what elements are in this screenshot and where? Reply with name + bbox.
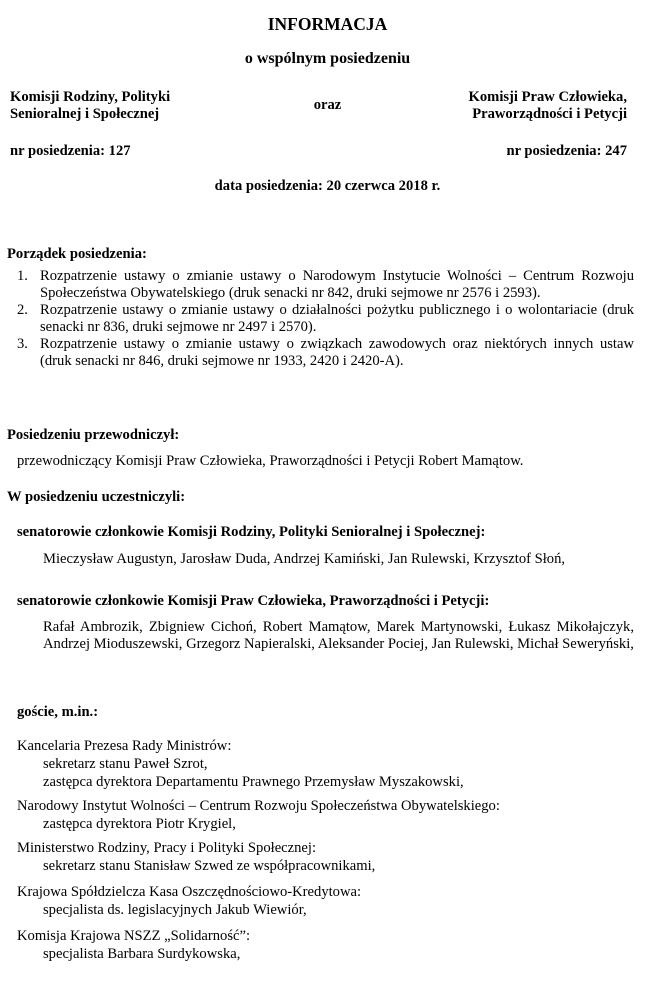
guest-person: sekretarz stanu Stanisław Szwed ze współpracownikami, xyxy=(43,858,376,874)
guest-person: specjalista ds. legislacyjnych Jakub Wiewiór, xyxy=(43,902,307,918)
agenda-item xyxy=(17,336,634,370)
document-title: INFORMACJA xyxy=(267,14,388,34)
guests-heading: goście, m.in.: xyxy=(17,704,99,720)
guest-org: Ministerstwo Rodziny, Pracy i Polityki Społecznej: xyxy=(17,840,317,856)
guest-person: zastępca dyrektora Departamentu Prawnego Przemysław Myszakowski, xyxy=(43,774,464,790)
agenda-item xyxy=(17,268,634,302)
guest-person: specjalista Barbara Surdykowska, xyxy=(43,946,241,962)
guest-org: Komisja Krajowa NSZZ „Solidarność”: xyxy=(17,928,251,944)
agenda-item-number: 3. xyxy=(17,336,28,352)
agenda-item-number: 2. xyxy=(17,302,28,318)
guest-org: Kancelaria Prezesa Rady Ministrów: xyxy=(17,738,232,754)
chair-text: przewodniczący Komisji Praw Człowieka, Praworządności i Petycji Robert Mamątow. xyxy=(17,453,524,469)
agenda-item-text: Rozpatrzenie ustawy o zmianie ustawy o działalności pożytku publicznego i o wolontariacie (druk senacki nr 836, druki sejmowe nr 2497 i 2570). xyxy=(40,302,634,335)
meeting-date: data posiedzenia: 20 czerwca 2018 r. xyxy=(214,178,441,194)
document-subtitle: o wspólnym posiedzeniu xyxy=(244,50,411,67)
committee-left-line: Komisji Rodziny, Polityki xyxy=(10,89,171,105)
committee-right-line: Praworządności i Petycji xyxy=(472,106,627,122)
meeting-number-left: nr posiedzenia: 127 xyxy=(10,143,131,159)
guest-org: Narodowy Instytut Wolności – Centrum Rozwoju Społeczeństwa Obywatelskiego: xyxy=(17,798,500,814)
chair-heading: Posiedzeniu przewodniczył: xyxy=(7,427,180,443)
group1-names: Mieczysław Augustyn, Jarosław Duda, Andrzej Kamiński, Jan Rulewski, Krzysztof Słoń, xyxy=(43,551,566,567)
committee-left-line: Senioralnej i Społecznej xyxy=(10,106,160,122)
committee-right-line: Komisji Praw Człowieka, xyxy=(468,89,627,105)
group1-heading: senatorowie członkowie Komisji Rodziny, Polityki Senioralnej i Społecznej: xyxy=(17,524,486,540)
group2-names: Rafał Ambrozik, Zbigniew Cichoń, Robert Mamątow, Marek Martynowski, Łukasz Mikołajczyk, Andrzej Mioduszewski, Grzegorz Napieralski, Aleksander Pociej, Jan Rulewski, Michał Seweryński, xyxy=(43,619,634,652)
conjunction: oraz xyxy=(313,97,342,113)
guest-person: sekretarz stanu Paweł Szrot, xyxy=(43,756,208,772)
meeting-number-right: nr posiedzenia: 247 xyxy=(506,143,627,159)
agenda-item-text: Rozpatrzenie ustawy o zmianie ustawy o Narodowym Instytucie Wolności – Centrum Rozwoju Społeczeństwa Obywatelskiego (druk senacki nr 842, druki sejmowe nr 2576 i 2593). xyxy=(40,268,634,301)
committee-right xyxy=(397,89,627,123)
guest-org: Krajowa Spółdzielcza Kasa Oszczędnościowo-Kredytowa: xyxy=(17,884,362,900)
agenda-item xyxy=(17,302,634,336)
agenda-item-number: 1. xyxy=(17,268,28,284)
guest-person: zastępca dyrektora Piotr Krygiel, xyxy=(43,816,236,832)
agenda-heading: Porządek posiedzenia: xyxy=(7,246,147,262)
group2-heading: senatorowie członkowie Komisji Praw Człowieka, Praworządności i Petycji: xyxy=(17,593,490,609)
participants-heading: W posiedzeniu uczestniczyli: xyxy=(7,489,186,505)
agenda-list xyxy=(17,268,634,370)
agenda-item-text: Rozpatrzenie ustawy o zmianie ustawy o związkach zawodowych oraz niektórych innych ustaw (druk senacki nr 846, druki sejmowe nr 1933, 2420 i 2420-A). xyxy=(40,336,634,369)
